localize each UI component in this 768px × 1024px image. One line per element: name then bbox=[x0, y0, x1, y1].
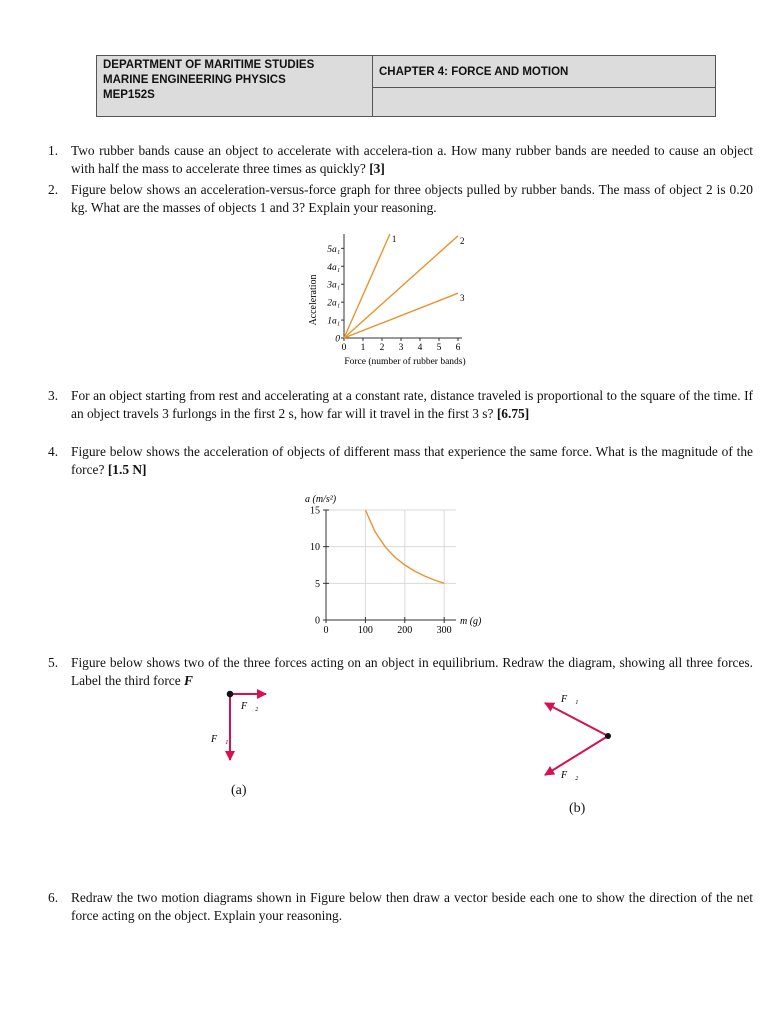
force-f1-label: F⃗₁ bbox=[211, 734, 229, 745]
x-tick-label: 3 bbox=[398, 343, 404, 353]
y-tick-label: 15 bbox=[310, 505, 320, 517]
question-5 bbox=[48, 654, 753, 689]
x-tick-label: 200 bbox=[397, 625, 413, 636]
question-text: Figure below shows two of the three forces acting on an object in equilibrium. Redraw the diagram, showing all three forces. Label the third force bbox=[71, 655, 753, 688]
chapter-title: CHAPTER 4: FORCE AND MOTION bbox=[373, 56, 716, 88]
question-4 bbox=[48, 443, 753, 478]
question-text: Two rubber bands cause an object to accelerate with accelera-tion a. How many rubber bands are needed to cause an object with half the mass to accelerate three times as quickly? bbox=[71, 143, 753, 176]
series-label-1: 1 bbox=[391, 234, 397, 244]
question-number: 4. bbox=[48, 444, 59, 459]
y-axis-label: Acceleration bbox=[308, 274, 319, 326]
force-f2-label: F⃗₂ bbox=[561, 770, 579, 781]
x-tick-label: 0 bbox=[341, 343, 347, 353]
x-tick-label: 5 bbox=[436, 343, 442, 353]
question-number: 5. bbox=[48, 655, 59, 670]
diagram-b-caption: (b) bbox=[569, 801, 586, 816]
question-text: For an object starting from rest and accelerating at a constant rate, distance traveled is proportional to the square of the time. If an object travels 3 furlongs in the first 2 s, how far will it travel in the first 3 s? bbox=[71, 388, 753, 421]
y-tick-label: 0 bbox=[315, 615, 320, 627]
force-diagram-a bbox=[200, 683, 280, 773]
question-number: 1. bbox=[48, 143, 59, 158]
x-tick-label: 1 bbox=[360, 343, 366, 353]
question-number: 2. bbox=[48, 182, 59, 197]
y-tick-label: 10 bbox=[310, 542, 320, 554]
x-tick-label: 0 bbox=[323, 625, 329, 636]
department-name: DEPARTMENT OF MARITIME STUDIES bbox=[103, 59, 315, 71]
question-number: 3. bbox=[48, 388, 59, 403]
x-axis-label: Force (number of rubber bands) bbox=[344, 357, 466, 367]
force-f2-label: F⃗₂ bbox=[241, 701, 259, 712]
y-tick-label: 5a₁ bbox=[327, 244, 340, 255]
y-tick-label: 1a₁ bbox=[327, 316, 340, 327]
course-name: MARINE ENGINEERING PHYSICS bbox=[103, 74, 286, 86]
force-diagram-b bbox=[535, 685, 625, 785]
x-tick-label: 300 bbox=[436, 625, 452, 636]
course-code: MEP152S bbox=[103, 89, 155, 101]
y-tick-label: 4a₁ bbox=[327, 262, 340, 273]
acceleration-force-chart bbox=[300, 228, 480, 373]
question-text: Figure below shows the acceleration of objects of different mass that experience the same force. What is the magnitude of the force? bbox=[71, 444, 753, 477]
y-tick-label: 0 bbox=[335, 334, 340, 345]
x-tick-label: 2 bbox=[379, 343, 385, 353]
question-1 bbox=[48, 142, 753, 177]
header-empty-cell bbox=[373, 88, 716, 117]
y-tick-label: 3a₁ bbox=[327, 280, 340, 291]
header-left-cell bbox=[97, 56, 373, 117]
object-point bbox=[227, 691, 234, 698]
acceleration-mass-chart bbox=[290, 488, 490, 638]
x-axis-label: m (g) bbox=[460, 616, 482, 627]
question-3 bbox=[48, 387, 753, 422]
object-point bbox=[605, 733, 611, 739]
y-axis-label: a (m/s²) bbox=[305, 494, 337, 505]
y-tick-label: 5 bbox=[315, 578, 320, 590]
header-table bbox=[96, 55, 716, 117]
x-tick-label: 100 bbox=[357, 625, 373, 636]
x-tick-label: 4 bbox=[417, 343, 423, 353]
force-f1-label: F⃗₁ bbox=[561, 694, 579, 705]
diagram-a-caption: (a) bbox=[231, 783, 247, 798]
x-tick-label: 6 bbox=[455, 343, 461, 353]
question-6 bbox=[48, 889, 753, 924]
question-answer: [6.75] bbox=[496, 405, 530, 421]
question-number: 6. bbox=[48, 890, 59, 905]
question-answer: [1.5 N] bbox=[107, 461, 147, 477]
series-line-2 bbox=[344, 236, 458, 338]
question-text: Figure below shows an acceleration-versus-force graph for three objects pulled by rubber bands. The mass of object 2 is 0.20 kg. What are the masses of objects 1 and 3? Explain your reasoning. bbox=[71, 182, 753, 215]
series-label-3: 3 bbox=[460, 293, 465, 304]
third-force-symbol: F⃗ bbox=[184, 672, 204, 688]
question-text: Redraw the two motion diagrams shown in Figure below then draw a vector beside each one to show the direction of the net force acting on the object. Explain your reasoning. bbox=[71, 890, 753, 923]
series-label-2: 2 bbox=[460, 235, 465, 246]
question-2 bbox=[48, 181, 753, 216]
force-f1-arrow bbox=[545, 703, 608, 736]
y-tick-label: 2a₁ bbox=[327, 298, 340, 309]
question-answer: [3] bbox=[369, 160, 385, 176]
